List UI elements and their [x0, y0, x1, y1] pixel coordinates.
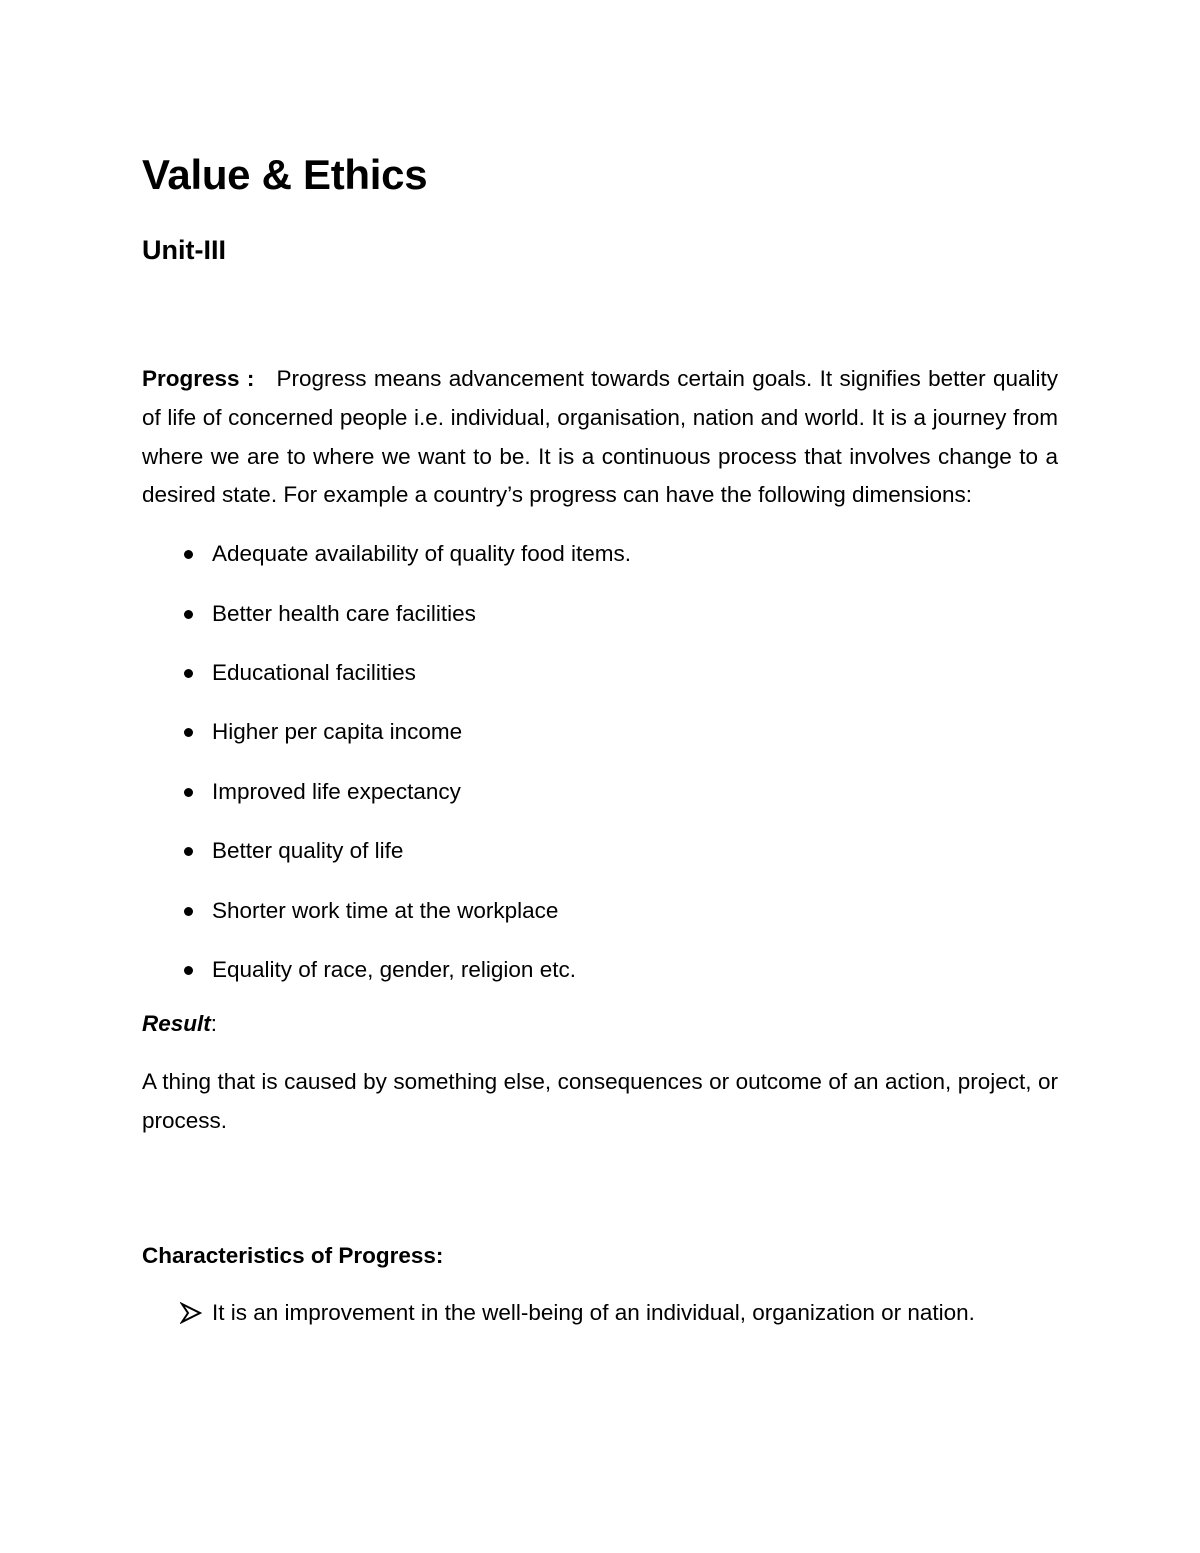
bullet-icon	[184, 610, 193, 619]
bullet-icon	[184, 966, 193, 975]
result-heading-colon: :	[210, 1011, 218, 1037]
progress-term: Progress :	[142, 366, 255, 391]
bullet-icon	[184, 907, 193, 916]
progress-paragraph	[142, 360, 1058, 515]
bullet-icon	[184, 550, 193, 559]
list-item	[142, 773, 1058, 811]
list-item	[142, 951, 1058, 989]
bullet-icon	[184, 669, 193, 678]
document-title: Value & Ethics	[142, 151, 428, 198]
arrow-bullet-icon	[180, 1302, 202, 1324]
characteristics-heading: Characteristics of Progress:	[142, 1242, 444, 1268]
progress-definition: Progress means advancement towards certain goals. It signifies better quality of life of concerned people i.e. individual, organisation, nation and world. It is a journey from where we are to where we want to be. It is a continuous process that involves change to a desired state. For example a country’s progress can have the following dimensions:	[142, 366, 1059, 508]
list-item-text: Higher per capita income	[212, 719, 463, 745]
list-item	[142, 713, 1058, 751]
list-item	[142, 654, 1058, 692]
list-item	[142, 1294, 1058, 1333]
result-paragraph: A thing that is caused by something else, consequences or outcome of an action, project, or process.	[142, 1069, 1058, 1134]
progress-dimensions-list	[142, 535, 1058, 989]
result-heading-text: Result	[142, 1011, 211, 1037]
list-item-text: Better quality of life	[212, 838, 404, 864]
document-content	[142, 146, 1058, 1333]
bullet-icon	[184, 728, 193, 737]
bullet-icon	[184, 847, 193, 856]
list-item-text: Equality of race, gender, religion etc.	[212, 956, 576, 982]
list-item	[142, 892, 1058, 930]
characteristics-list	[142, 1294, 1058, 1333]
list-item-text: It is an improvement in the well-being of an individual, organization or nation.	[212, 1299, 975, 1325]
list-item	[142, 832, 1058, 870]
unit-heading: Unit-III	[142, 235, 226, 265]
list-item-text: Adequate availability of quality food items.	[212, 541, 631, 567]
list-item-text: Educational facilities	[212, 659, 416, 685]
result-heading	[142, 1005, 1058, 1043]
list-item-text: Improved life expectancy	[212, 778, 461, 804]
list-item	[142, 595, 1058, 633]
list-item	[142, 535, 1058, 573]
bullet-icon	[184, 788, 193, 797]
list-item-text: Better health care facilities	[212, 600, 476, 626]
list-item-text: Shorter work time at the workplace	[212, 897, 559, 923]
